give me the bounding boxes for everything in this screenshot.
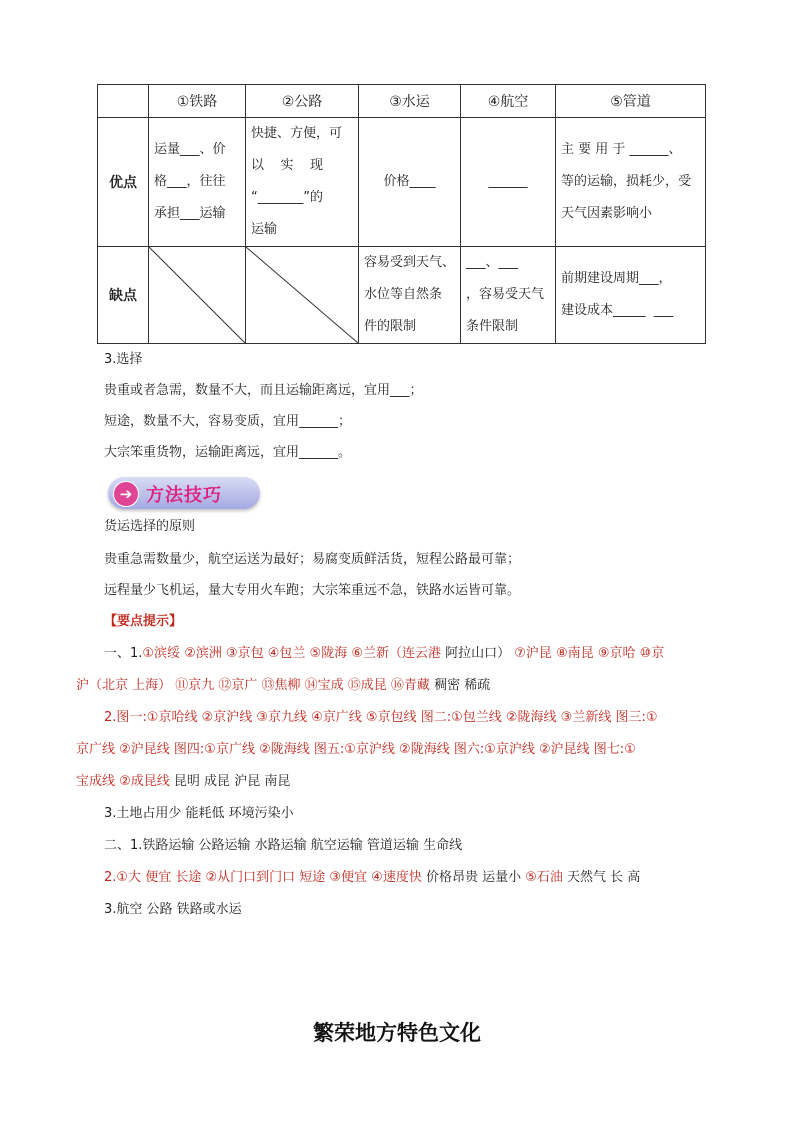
hint-prefix: 一、1. xyxy=(104,646,143,661)
water-disadvantages xyxy=(359,247,461,344)
hint-text: 价格昂贵 运量小 xyxy=(421,870,522,885)
cell-line: 容易受到天气、 xyxy=(364,255,456,270)
pipe-disadvantages xyxy=(556,247,706,344)
choose-line-1: 贵重或者急需，数量不大，而且运输距离远，宜用___； xyxy=(104,383,423,398)
cell-line: 以 实 现 xyxy=(251,158,324,173)
hints-line-2a: 2.图一:①京哈线 ②京沪线 ③京九线 ④京广线 ⑤京包线 图二:①包兰线 ②陇海线 ③兰新线 图三:① xyxy=(104,710,658,725)
method-line-2: 远程量少飞机运，量大专用火车跑；大宗笨重远不急，铁路水运皆可靠。 xyxy=(104,583,521,598)
cell-line: ，容易受天气 xyxy=(466,287,545,302)
hint-answer: ⑦沪昆 ⑧南昆 ⑨京哈 ⑩京 xyxy=(510,646,665,661)
hints-line-5 xyxy=(104,868,640,888)
pipe-advantages xyxy=(556,118,706,247)
hints-line-1b xyxy=(76,676,490,696)
air-advantages xyxy=(461,118,556,247)
header-road: ②公路 xyxy=(246,85,359,118)
hint-answer: ⑤石油 xyxy=(521,870,563,885)
cell-line: 价格____ xyxy=(383,174,436,189)
cell-line: ______ xyxy=(488,174,528,189)
method-badge-text: 方法技巧 xyxy=(146,485,222,506)
cell-line: 格___，往往 xyxy=(154,174,226,189)
rail-disadvantages-empty xyxy=(149,247,246,344)
hints-line-2c xyxy=(76,772,290,792)
hint-answer: ⑪京九 ⑫京广 ⑬焦柳 ⑭宝成 ⑮成昆 ⑯青藏 xyxy=(171,678,430,693)
header-pipe: ⑤管道 xyxy=(556,85,706,118)
water-advantages xyxy=(359,118,461,247)
choose-title: 3.选择 xyxy=(104,352,143,367)
cell-line: 等的运输，损耗少，受 xyxy=(561,174,692,189)
header-empty xyxy=(98,85,149,118)
arrow-circle-icon: ➔ xyxy=(113,481,139,507)
cell-line: 运量___、价 xyxy=(154,142,226,157)
method-badge xyxy=(108,477,260,509)
hint-text: 阿拉山口） xyxy=(441,646,511,661)
disadvantages-label: 缺点 xyxy=(98,247,149,344)
hints-line-6: 3.航空 公路 铁路或水运 xyxy=(104,902,242,917)
hint-answer: 2.①大 便宜 长途 ②从门口到门口 短途 ③便宜 ④速度快 xyxy=(104,870,422,885)
disadvantages-row xyxy=(98,247,706,344)
transport-comparison-table xyxy=(97,84,706,344)
advantages-row xyxy=(98,118,706,247)
cell-line: 快捷、方便，可 xyxy=(251,126,343,141)
cell-line: 主 要 用 于 ______、 xyxy=(561,142,682,157)
hint-text: 稠密 稀疏 xyxy=(429,678,491,693)
hints-line-1a xyxy=(104,644,664,664)
diagonal-line xyxy=(149,247,245,343)
method-line-1: 贵重急需数量少，航空运送为最好；易腐变质鲜活货，短程公路最可靠； xyxy=(104,552,521,567)
section-title: 繁荣地方特色文化 xyxy=(313,1020,481,1045)
header-water: ③水运 xyxy=(359,85,461,118)
road-disadvantages-empty xyxy=(246,247,359,344)
choose-line-2: 短途，数量不大，容易变质，宜用______； xyxy=(104,414,352,429)
cell-line: 条件限制 xyxy=(466,319,519,334)
hints-title: 【要点提示】 xyxy=(104,614,183,629)
hint-answer: 沪（北京 上海） xyxy=(76,678,172,693)
cell-line: 运输 xyxy=(251,222,278,237)
cell-line: 承担___运输 xyxy=(154,206,226,221)
cell-line: 天气因素影响小 xyxy=(561,206,653,221)
hints-line-3: 3.土地占用少 能耗低 环境污染小 xyxy=(104,806,294,821)
cell-line: 前期建设周期___， xyxy=(561,271,672,286)
cell-line: 建设成本_____ ___ xyxy=(561,303,674,318)
method-subtitle: 货运选择的原则 xyxy=(104,519,196,534)
rail-advantages xyxy=(149,118,246,247)
hints-line-4: 二、1.铁路运输 公路运输 水路运输 航空运输 管道运输 生命线 xyxy=(104,838,463,853)
header-air: ④航空 xyxy=(461,85,556,118)
table-header-row xyxy=(98,85,706,118)
hint-answer: 宝成线 ②成昆线 xyxy=(76,774,170,789)
hint-text: 昆明 成昆 沪昆 南昆 xyxy=(169,774,291,789)
cell-line: 水位等自然条 xyxy=(364,287,443,302)
road-advantages xyxy=(246,118,359,247)
choose-line-3: 大宗笨重货物，运输距离远，宜用______。 xyxy=(104,445,352,460)
diagonal-line xyxy=(246,247,358,343)
advantages-label: 优点 xyxy=(98,118,149,247)
hint-answer: ①滨绥 ②滨洲 ③京包 ④包兰 ⑤陇海 ⑥兰新（连云港 xyxy=(142,646,441,661)
header-rail: ①铁路 xyxy=(149,85,246,118)
cell-line: “_______”的 xyxy=(251,190,323,205)
cell-line: ___、___ xyxy=(466,255,519,270)
cell-line: 件的限制 xyxy=(364,319,417,334)
hint-text: 天然气 长 高 xyxy=(562,870,641,885)
air-disadvantages xyxy=(461,247,556,344)
hints-line-2b: 京广线 ②沪昆线 图四:①京广线 ②陇海线 图五:①京沪线 ②陇海线 图六:①京沪线 ②沪昆线 图七:① xyxy=(76,742,636,757)
